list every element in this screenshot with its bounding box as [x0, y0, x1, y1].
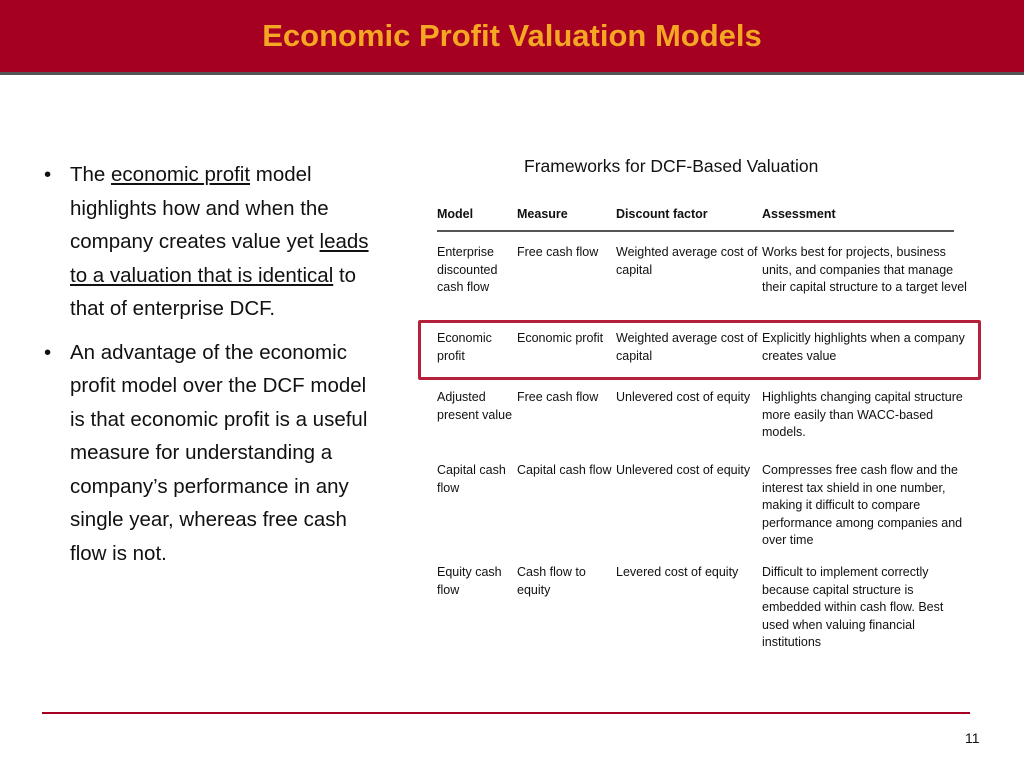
- cell-discount-factor: Unlevered cost of equity: [616, 390, 751, 404]
- cell-measure: Free cash flow: [517, 245, 599, 259]
- cell-model: Adjusted present value: [437, 390, 513, 422]
- cell-assessment: Compresses free cash flow and the interest tax shield in one number, making it difficult to compare performance among companies and over time: [762, 463, 963, 547]
- header-assessment: Assessment: [762, 207, 836, 221]
- cell-model: Economic profit: [437, 331, 492, 363]
- cell-assessment: Highlights changing capital structure more easily than WACC-based models.: [762, 390, 963, 439]
- highlight-box: [418, 320, 981, 380]
- cell-measure: Cash flow to equity: [517, 565, 586, 597]
- underlined-term: economic profit: [111, 163, 251, 186]
- bullet-list: [44, 158, 379, 580]
- cell-assessment: Difficult to implement correctly because capital structure is embedded within cash flow. Best used when valuing financial institutions: [762, 565, 944, 649]
- header-divider: [437, 230, 954, 232]
- slide-title: Economic Profit Valuation Models: [262, 18, 762, 53]
- table-caption: Frameworks for DCF-Based Valuation: [524, 156, 819, 176]
- bullet-text: The economic profit model highlights how and when the company creates value yet leads to a valuation that is identical to that of enterprise DCF.: [70, 163, 369, 320]
- cell-measure: Free cash flow: [517, 390, 599, 404]
- cell-discount-factor: Weighted average cost of capital: [616, 331, 758, 363]
- header-discount-factor: Discount factor: [616, 207, 708, 221]
- cell-measure: Capital cash flow: [517, 463, 612, 477]
- cell-discount-factor: Unlevered cost of equity: [616, 463, 751, 477]
- table-header-row: [437, 206, 967, 226]
- title-bar: [0, 0, 1024, 75]
- bullet-dot: •: [44, 163, 52, 186]
- cell-model: Capital cash flow: [437, 463, 506, 495]
- cell-discount-factor: Levered cost of equity: [616, 565, 739, 579]
- header-measure: Measure: [517, 207, 568, 221]
- cell-discount-factor: Weighted average cost of capital: [616, 245, 758, 277]
- page-number: 11: [965, 730, 980, 746]
- cell-assessment: Explicitly highlights when a company creates value: [762, 331, 965, 363]
- cell-assessment: Works best for projects, business units, and companies that manage their capital structure to a target level: [762, 245, 967, 294]
- underlined-phrase: leads to a valuation that is identical: [70, 230, 369, 287]
- bullet-item: [44, 336, 379, 571]
- bullet-dot: •: [44, 340, 52, 364]
- bullet-item: [44, 158, 379, 326]
- header-model: Model: [437, 207, 474, 221]
- frameworks-table: [437, 206, 967, 649]
- bullet-text: An advantage of the economic profit model over the DCF model is that economic profit is a useful measure for understanding a company’s performance in any single year, whereas free cash flow is not.: [70, 340, 368, 565]
- footer-divider: [42, 712, 970, 714]
- cell-model: Enterprise discounted cash flow: [437, 245, 498, 294]
- cell-measure: Economic profit: [517, 331, 604, 345]
- cell-model: Equity cash flow: [437, 565, 502, 597]
